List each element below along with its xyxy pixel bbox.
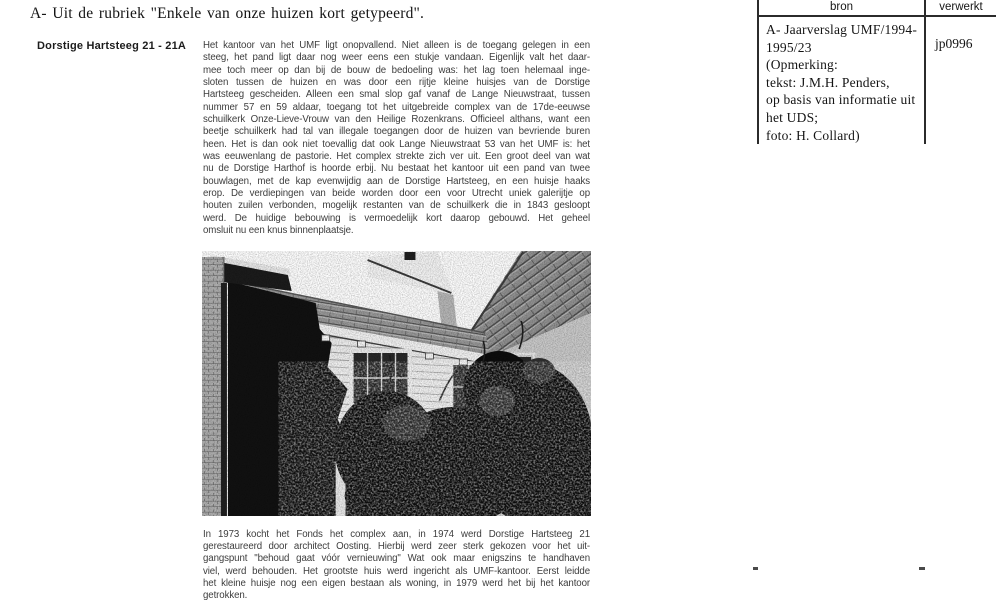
text-line: mee toch meer op dan bij de bouw de bedoeling was: het lag toen helemaal inge- <box>203 64 590 76</box>
text-line: viel, werd behouden. Het grootste huis werd ingericht als UMF-kantoor. Eerst leidde <box>203 565 590 577</box>
text-line: heen. Het is dan ook niet toevallig dat ook Lange Nieuwstraat 53 van het UMF is: het <box>203 138 590 150</box>
column-header-verwerkt: verwerkt <box>939 1 983 13</box>
page-title: A- Uit de rubriek "Enkele van onze huizen kort getypeerd". <box>30 5 425 22</box>
text-line: sloten tussen de huizen en was door een rijtje kleine huisjes van de Dorstige <box>203 77 590 89</box>
text-line: nu de Dorstige Harthof is hoorde erbij. Nu bestaat het kantoor uit een pand van twee <box>203 163 590 175</box>
text-line: Hartsteeg gescheiden. Alleen een smal slop gaf vanaf de Lange Nieuwstraat, tussen <box>203 89 590 101</box>
column-header-bron: bron <box>829 1 854 13</box>
text-line: schuilkerk Onze-Lieve-Vrouw van den Heilige Rozenkrans. Officieel althans, want een <box>203 114 590 126</box>
source-reference-table <box>757 0 996 150</box>
photo-scan-grain <box>202 251 591 516</box>
text-line: Het kantoor van het UMF ligt onopvallend. Niet alleen is de toegang gelegen in een <box>203 40 590 51</box>
text-line: gangspunt "behoud gaat vóór vernieuwing" Wat ook maar enigszins te handhaven <box>203 553 590 565</box>
paragraph-2 <box>203 529 590 603</box>
text-line: werd. De huidige bebouwing is vermoedelijk kort daarop gebouwd. Het geheel <box>203 212 590 224</box>
text-line: erop. De verdiepingen van beide worden door een voor Utrecht uniek galerijtje op <box>203 188 590 200</box>
bron-text-line: het UDS; <box>766 109 819 125</box>
text-line: gerestaureerd door architect Oosting. Hierbij werd zeer sterk gekozen voor het uit- <box>203 540 590 552</box>
text-line: In 1973 kocht het Fonds het complex aan, in 1974 werd Dorstige Hartsteeg 21 <box>203 528 590 540</box>
text-line: het kleine huisje nog een eigen bestaan als woning, in 1979 werd het bij het kantoor <box>203 577 590 589</box>
paragraph-1 <box>203 40 590 238</box>
text-line: steeg, het pand ligt daar nog weer eens een stukje vandaan. Eigenlijk valt het daar- <box>203 52 590 64</box>
bron-text-line: 1995/23 <box>766 39 812 55</box>
article-body <box>203 40 590 603</box>
text-line: was eeuwenlang de pastorie. Het complex strekte zich ver uit. Een groot deel van wat <box>203 151 590 163</box>
bron-text-line: op basis van informatie uit <box>766 92 916 108</box>
text-line: bouwlagen, met de kap evenwijdig aan de Dorstige Hartsteeg, en een huisje haaks <box>203 175 590 187</box>
verwerkt-cell: jp0996 <box>935 36 973 51</box>
house-photo-figure <box>202 251 591 516</box>
table-header-underline <box>757 15 996 17</box>
text-line: houten zuilen verbonden, mogelijk restanten van de schuilkerk die in 1843 gesloopt <box>203 200 590 212</box>
text-line: nummer 57 en 59 aldaar, toegang tot het uitgebreide complex van de 17de-eeuwse <box>203 101 590 113</box>
text-line: getrokken. <box>203 590 248 602</box>
street-address-label: Dorstige Hartsteeg 21 - 21A <box>37 40 187 52</box>
table-border-left <box>757 0 759 144</box>
bron-text-line: A- Jaarverslag UMF/1994- <box>766 22 918 37</box>
house-photo <box>202 251 591 516</box>
bron-text-line: (Opmerking: <box>766 57 838 73</box>
bron-text-line: tekst: J.M.H. Penders, <box>766 74 890 90</box>
text-line: beetje schuilkerk had tal van illegale toegangen door de huizen van bevriende buren <box>203 126 590 138</box>
scan-speck <box>919 567 925 570</box>
scan-speck <box>753 567 758 570</box>
bron-text-line: foto: H. Collard) <box>766 127 860 143</box>
text-line: omsluit nu een knus binnenplaatsje. <box>203 225 354 237</box>
